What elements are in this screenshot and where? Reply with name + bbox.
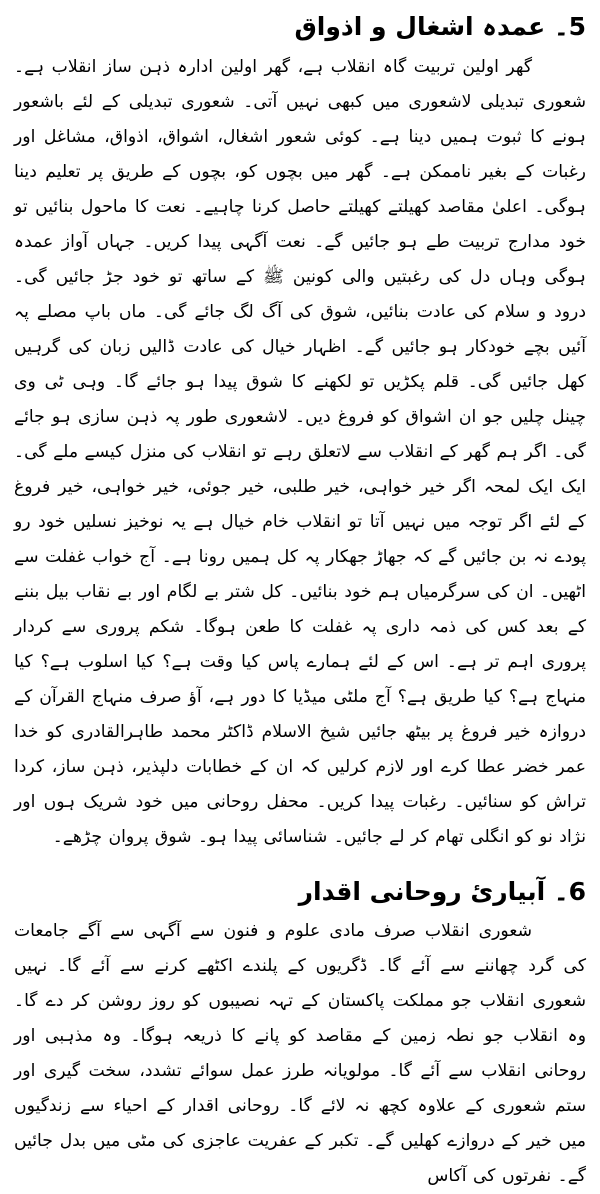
section-heading-6: 6۔ آبیاریٔ روحانی اقدار <box>298 876 586 906</box>
section-paragraph-6 <box>14 914 586 1194</box>
section-heading-5: 5۔ عمدہ اشغال و اذواق <box>294 12 586 41</box>
paragraph-text: شعوری انقلاب صرف مادی علوم و فنون سے آگہی سے آگے جامعات کی گرد چھاننے سے آئے گا۔ ڈگریوں کے پلندے اکٹھے کرنے سے آئے گا۔ نہیں شعوری انقلاب جو مملکت پاکستان کے تہہ نصیبوں کو روز روشن کر دے گا۔ وہ انقلاب جو نطہ زمین کے مقاصد کو پانے کا ذریعہ ہوگا۔ وہ مذہبی اور روحانی انقلاب سے آئے گا۔ مولویانہ طرز عمل سوائے تشدد، سخت گیری اور ستم شعوری کے علاوہ کچھ نہ لائے گا۔ روحانی اقدار کے احیاء سے زندگیوں میں خیر کے دروازے کھلیں گے۔ تکبر کے عفریت عاجزی کی مٹی میں بدل جائیں گے۔ نفرتوں کی آکاس <box>14 921 586 1186</box>
paragraph-text: گھر اولین تربیت گاہ انقلاب ہے، گھر اولین ادارہ ذہن ساز انقلاب ہے۔ شعوری تبدیلی لاشعوری میں کبھی نہیں آتی۔ شعوری تبدیلی کے لئے باشعور ہونے کا ثبوت ہمیں دینا ہے۔ کوئی شعور اشغال، اشواق، اذواق، مشاغل اور رغبات کے بغیر ناممکن ہے۔ گھر میں بچوں کو، بچوں کے طریق پر تعلیم دینا ہوگی۔ اعلیٰ مقاصد کھیلتے کھیلتے حاصل کرنا چاہیے۔ نعت کا ماحول بنائیں تو خود مدارج تربیت طے ہو جائیں گے۔ نعت آگہی پیدا کریں۔ جہاں آواز عمدہ ہوگی وہاں دل کی رغبتیں والی کونین ﷺ کے ساتھ تو خود جڑ جائیں گی۔ درود و سلام کی عادت بنائیں، شوق کی آگ لگ جائے گی۔ ماں باپ مصلے پہ آئیں بچے خودکار ہو جائیں گے۔ اظہار خیال کی عادت ڈالیں زبان کی گرہیں کھل جائیں گی۔ قلم پکڑیں تو لکھنے کا شوق پیدا ہو جائے گا۔ وہی ٹی وی چینل چلیں جو ان اشواق کو فروغ دیں۔ لاشعوری طور پہ ذہن سازی ہو جائے گی۔ اگر ہم گھر کے انقلاب سے لاتعلق رہے تو انقلاب کی منزل کیسے ملے گی۔ ایک ایک لمحہ اگر خیر خواہی، خیر طلبی، خیر جوئی، خیر خواہی، خیر فروغ کے لئے اگر توجہ میں نہیں آتا تو انقلاب خام خیال ہے یہ نوخیز نسلیں خود رو پودے نہ بن جائیں گے کہ جھاڑ جھکار پہ کل ہمیں رونا ہے۔ آج خواب غفلت سے اٹھیں۔ ان کی سرگرمیاں ہم خود بنائیں۔ کل شتر بے لگام اور بے نقاب بیل بننے کے بعد کس کی ذمہ داری پہ غفلت کا طعن ہوگا۔ شکم پروری سے کردار پروری اہم تر ہے۔ اس کے لئے ہمارے پاس کیا وقت ہے؟ کیا اسلوب ہے؟ کیا منہاج ہے؟ کیا طریق ہے؟ آج ملٹی میڈیا کا دور ہے، آؤ صرف منہاج القرآن کے دروازہ خیر فروغ پر بیٹھ جائیں شیخ الاسلام ڈاکٹر محمد طاہرالقادری کو خدا عمر خضر عطا کرے اور لازم کرلیں کہ ان کے خطابات دلپذیر، ذہن ساز، کردا تراش کو سنائیں۔ رغبات پیدا کریں۔ محفل روحانی میں خود شریک ہوں اور نژاد نو کو انگلی تھام کر لے جائیں۔ شناسائی پیدا ہو۔ شوق پروان چڑھے۔ <box>14 56 586 847</box>
section-paragraph-5 <box>14 50 586 855</box>
